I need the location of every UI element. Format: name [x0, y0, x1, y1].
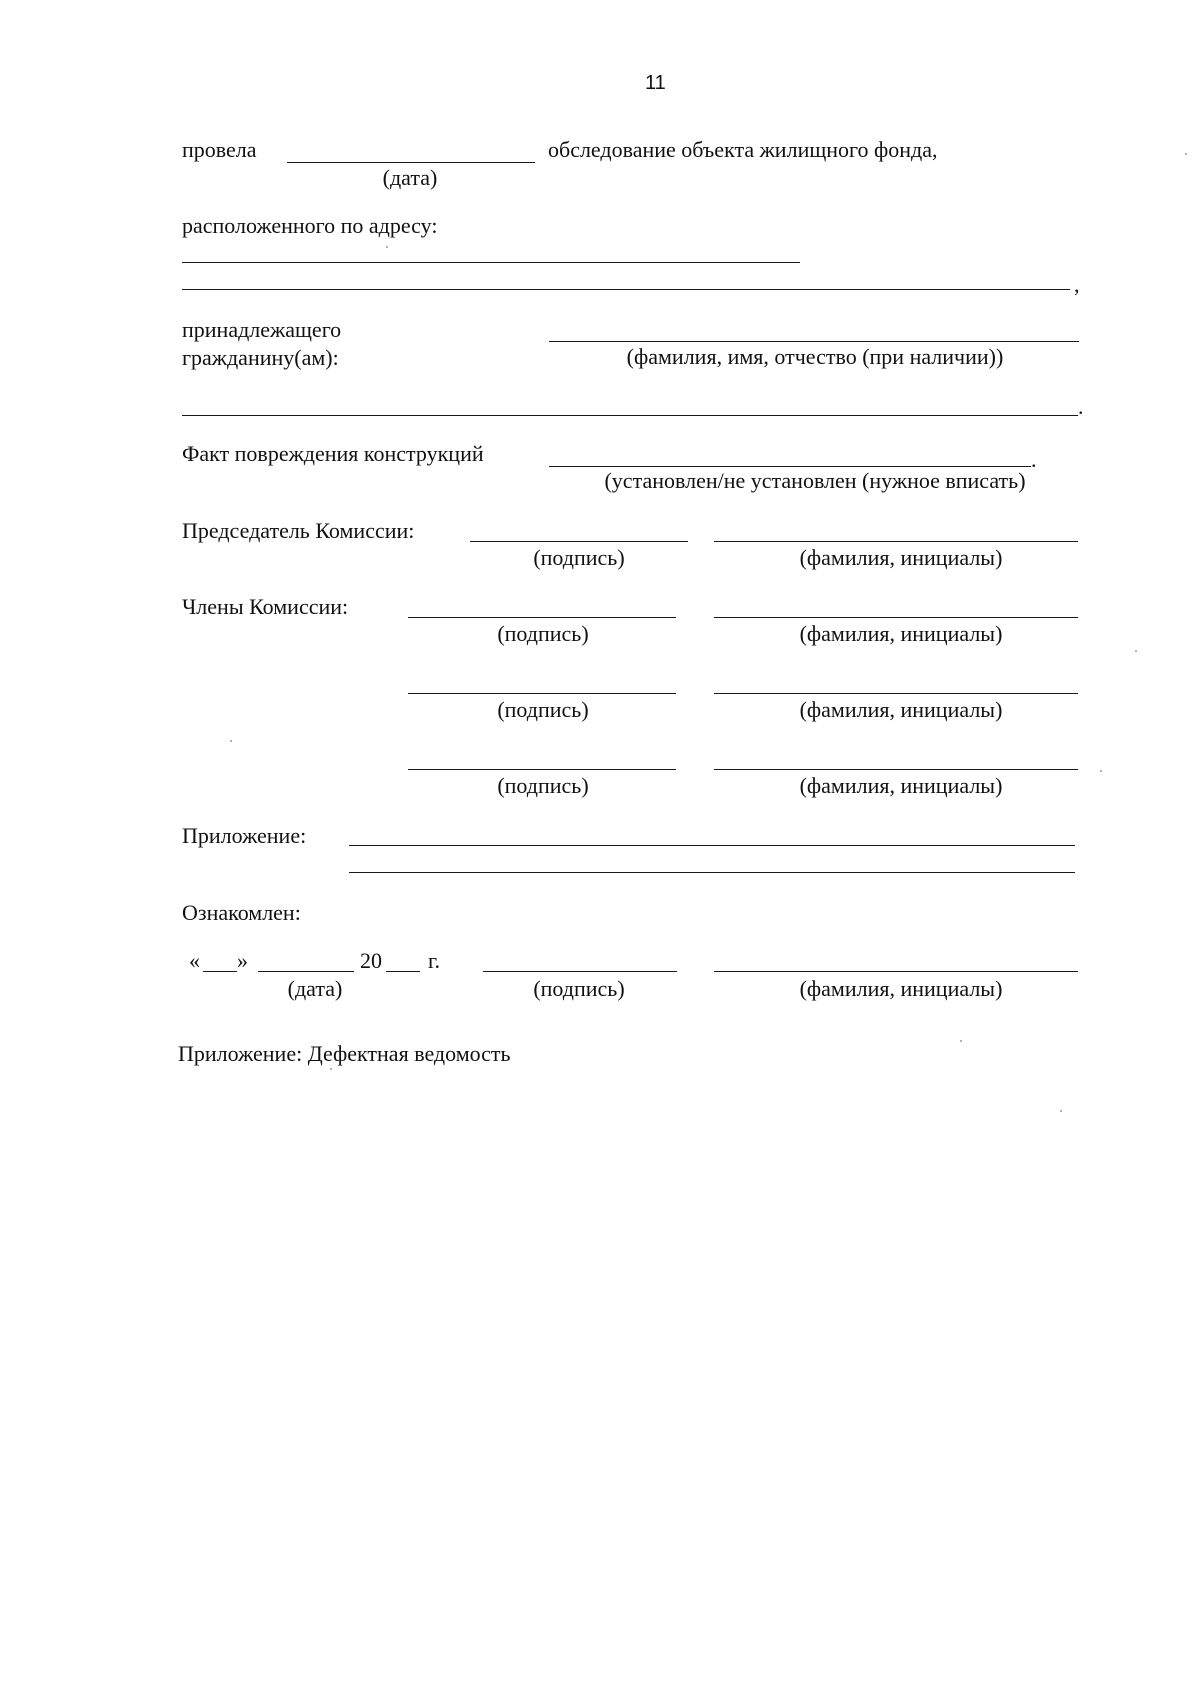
- members-label: Члены Комиссии:: [182, 594, 349, 619]
- year-suffix: г.: [428, 948, 441, 973]
- scan-speck: [1185, 153, 1187, 155]
- owner-label-line2: гражданину(ам):: [182, 345, 339, 370]
- member-2-signature-line[interactable]: [408, 693, 676, 694]
- address-line-1[interactable]: [182, 262, 800, 263]
- day-line[interactable]: [203, 971, 237, 972]
- attachment-line-2[interactable]: [349, 872, 1075, 873]
- member-2-name-line[interactable]: [714, 693, 1078, 694]
- damage-label: Факт повреждения конструкций: [182, 441, 484, 466]
- acknowledged-date-caption: (дата): [287, 976, 343, 1001]
- owner-name-caption: (фамилия, имя, отчество (при наличии)): [626, 344, 1004, 369]
- member-1-name-caption: (фамилия, инициалы): [799, 621, 1003, 646]
- address-trailing-comma: ,: [1074, 272, 1080, 297]
- scan-speck: [960, 1040, 962, 1042]
- survey-date-caption: (дата): [382, 165, 438, 190]
- conducted-label: провела: [182, 137, 257, 162]
- chairman-signature-line[interactable]: [470, 541, 688, 542]
- address-label: расположенного по адресу:: [182, 213, 438, 238]
- address-line-2[interactable]: [182, 289, 1070, 290]
- member-1-name-line[interactable]: [714, 617, 1078, 618]
- scan-speck: [330, 1068, 332, 1070]
- owner-label-line1: принадлежащего: [182, 317, 342, 342]
- damage-line[interactable]: [549, 466, 1031, 467]
- acknowledged-label: Ознакомлен:: [182, 900, 301, 925]
- chairman-label: Председатель Комиссии:: [182, 518, 415, 543]
- year-prefix: 20: [360, 948, 382, 973]
- survey-date-line[interactable]: [287, 162, 535, 163]
- attachment-label: Приложение:: [182, 823, 307, 848]
- chairman-name-caption: (фамилия, инициалы): [799, 545, 1003, 570]
- owner-name-line[interactable]: [549, 341, 1079, 342]
- scan-speck: [1060, 1110, 1062, 1112]
- date-quote-close: »: [237, 948, 248, 973]
- member-3-name-line[interactable]: [714, 769, 1078, 770]
- member-3-name-caption: (фамилия, инициалы): [799, 773, 1003, 798]
- scan-speck: [230, 740, 232, 742]
- attachment-note: Приложение: Дефектная ведомость: [178, 1041, 511, 1066]
- member-1-signature-caption: (подпись): [497, 621, 589, 646]
- member-1-signature-line[interactable]: [408, 617, 676, 618]
- year-line[interactable]: [386, 971, 420, 972]
- chairman-signature-caption: (подпись): [533, 545, 625, 570]
- damage-caption: (установлен/не установлен (нужное вписать): [604, 468, 1026, 493]
- date-quote-open: «: [189, 948, 200, 973]
- survey-text: обследование объекта жилищного фонда,: [548, 137, 938, 162]
- owner-line-2[interactable]: [182, 415, 1078, 416]
- damage-trailing-dot: .: [1031, 447, 1037, 472]
- attachment-line-1[interactable]: [349, 845, 1075, 846]
- scan-speck: [386, 246, 388, 248]
- acknowledged-signature-line[interactable]: [483, 971, 677, 972]
- page-number: 11: [645, 72, 666, 94]
- acknowledged-signature-caption: (подпись): [533, 976, 625, 1001]
- member-2-name-caption: (фамилия, инициалы): [799, 697, 1003, 722]
- acknowledged-name-caption: (фамилия, инициалы): [799, 976, 1003, 1001]
- acknowledged-name-line[interactable]: [714, 971, 1078, 972]
- member-2-signature-caption: (подпись): [497, 697, 589, 722]
- owner-trailing-dot: .: [1078, 394, 1084, 419]
- member-3-signature-line[interactable]: [408, 769, 676, 770]
- scan-speck: [1100, 770, 1102, 772]
- member-3-signature-caption: (подпись): [497, 773, 589, 798]
- month-line[interactable]: [258, 971, 354, 972]
- chairman-name-line[interactable]: [714, 541, 1078, 542]
- scan-speck: [1135, 650, 1137, 652]
